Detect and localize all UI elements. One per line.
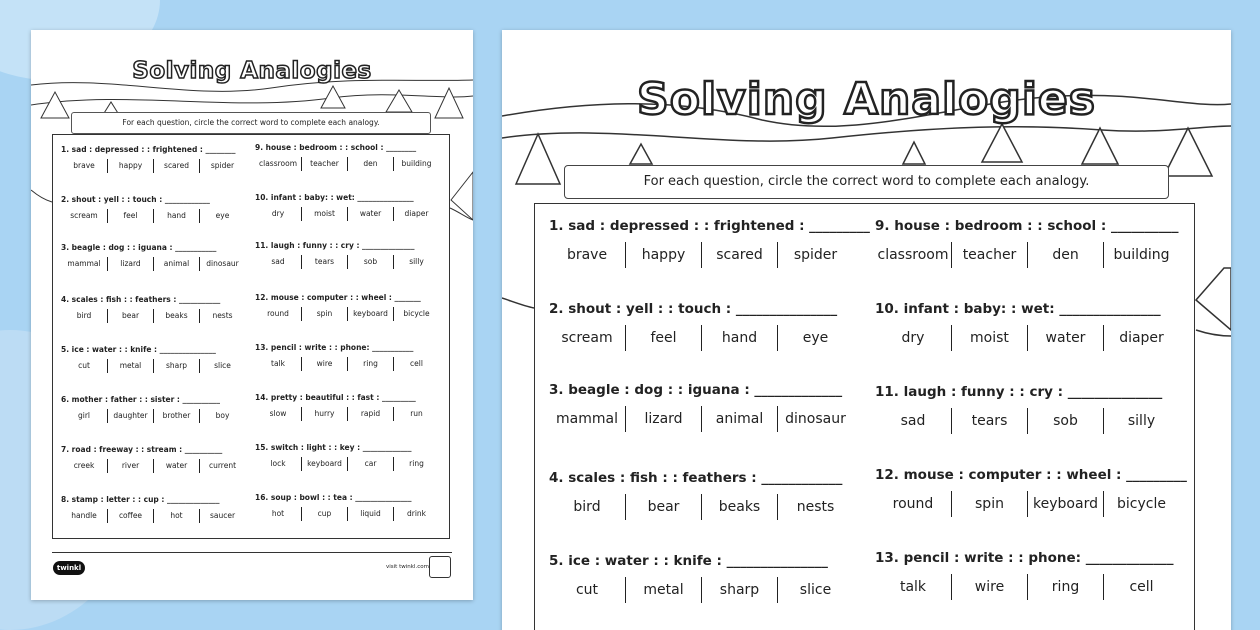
answer-option[interactable]: bear xyxy=(107,309,153,323)
answer-options xyxy=(255,157,439,171)
question-item xyxy=(549,470,854,542)
answer-option[interactable]: den xyxy=(347,157,393,171)
answer-options xyxy=(255,507,439,521)
question-stem: 10. infant : baby: : wet: _______________ xyxy=(875,301,1161,317)
answer-option[interactable]: teacher xyxy=(301,157,347,171)
question-stem: 4. scales : fish : : feathers : ____________ xyxy=(549,470,843,486)
answer-option[interactable]: dinosaur xyxy=(199,257,245,271)
answer-option[interactable]: current xyxy=(199,459,245,473)
question-stem: 8. stamp : letter : : cup : ______________ xyxy=(61,495,220,504)
question-item xyxy=(255,393,439,433)
answer-option[interactable]: mammal xyxy=(556,411,618,427)
question-item xyxy=(255,343,439,383)
answer-option[interactable]: run xyxy=(393,407,439,421)
answer-option[interactable]: nests xyxy=(199,309,245,323)
answer-options xyxy=(61,459,245,473)
answer-option[interactable]: den xyxy=(1027,242,1103,268)
worksheet-page-zoomed xyxy=(502,30,1231,630)
answer-option[interactable]: sharp xyxy=(701,577,777,603)
question-item xyxy=(549,553,854,625)
answer-option[interactable]: sob xyxy=(1027,408,1103,434)
answer-option[interactable]: ring xyxy=(1027,574,1103,600)
answer-options xyxy=(61,257,245,271)
question-stem: 2. shout : yell : : touch : _______________ xyxy=(549,301,838,317)
answer-option[interactable]: water xyxy=(347,207,393,221)
answer-options xyxy=(549,406,854,432)
answer-option[interactable]: mammal xyxy=(67,259,101,268)
answer-option[interactable]: handle xyxy=(71,511,97,520)
answer-option[interactable]: water xyxy=(153,459,199,473)
question-stem: 1. sad : depressed : : frightened : ________ xyxy=(61,145,236,154)
instructions: For each question, circle the correct word to complete each analogy. xyxy=(564,165,1169,199)
answer-options xyxy=(61,159,245,173)
question-item xyxy=(61,495,245,535)
question-item xyxy=(875,301,1180,373)
answer-option[interactable]: liquid xyxy=(347,507,393,521)
answer-options xyxy=(61,359,245,373)
answer-option[interactable]: dinosaur xyxy=(777,406,853,432)
question-stem: 3. beagle : dog : : iguana : ___________ xyxy=(61,243,217,252)
answer-option[interactable]: spider xyxy=(199,159,245,173)
answer-option[interactable]: round xyxy=(892,496,934,512)
answer-option[interactable]: bird xyxy=(573,499,601,515)
answer-option[interactable]: brave xyxy=(73,161,95,170)
answer-option[interactable]: feel xyxy=(107,209,153,223)
answer-option[interactable]: tears xyxy=(301,255,347,269)
answer-option[interactable]: sharp xyxy=(153,359,199,373)
question-item xyxy=(549,218,870,290)
question-stem: 4. scales : fish : : feathers : ___________ xyxy=(61,295,221,304)
answer-options xyxy=(61,309,245,323)
answer-options xyxy=(61,409,245,423)
question-item xyxy=(255,241,439,281)
answer-option[interactable]: saucer xyxy=(199,509,245,523)
answer-option[interactable]: cell xyxy=(393,357,439,371)
question-item xyxy=(549,301,854,373)
twinkl-logo: twinkl xyxy=(53,561,85,575)
answer-option[interactable]: keyboard xyxy=(301,457,347,471)
answer-option[interactable]: scared xyxy=(701,242,777,268)
answer-options xyxy=(255,407,439,421)
answer-option[interactable]: keyboard xyxy=(347,307,393,321)
question-stem: 12. mouse : computer : : wheel : _________ xyxy=(875,467,1187,483)
answer-option[interactable]: bicycle xyxy=(1103,491,1179,517)
answer-option[interactable]: sad xyxy=(271,257,285,266)
answer-options xyxy=(875,491,1180,517)
answer-option[interactable]: ring xyxy=(393,457,439,471)
answer-option[interactable]: feel xyxy=(625,325,701,351)
question-stem: 14. pretty : beautiful : : fast : _________ xyxy=(255,393,416,402)
question-stem: 9. house : bedroom : : school : __________ xyxy=(875,218,1179,234)
question-stem: 16. soup : bowl : : tea : _______________ xyxy=(255,493,412,502)
instructions: For each question, circle the correct word to complete each analogy. xyxy=(71,112,431,134)
question-item xyxy=(61,345,245,385)
answer-option[interactable]: wire xyxy=(301,357,347,371)
answer-options xyxy=(875,325,1180,351)
answer-option[interactable]: hand xyxy=(701,325,777,351)
answer-option[interactable]: cut xyxy=(78,361,90,370)
answer-option[interactable]: car xyxy=(347,457,393,471)
answer-option[interactable]: lizard xyxy=(625,406,701,432)
answer-option[interactable]: happy xyxy=(107,159,153,173)
answer-options xyxy=(549,242,854,268)
answer-option[interactable]: metal xyxy=(625,577,701,603)
footer-url: visit twinkl.com xyxy=(386,564,429,570)
answer-option[interactable]: girl xyxy=(77,411,90,420)
answer-option[interactable]: building xyxy=(393,157,439,171)
answer-option[interactable]: cut xyxy=(575,582,599,598)
answer-option[interactable]: scream xyxy=(561,330,613,346)
answer-option[interactable]: dry xyxy=(271,209,285,218)
question-stem: 11. laugh : funny : : cry : ______________ xyxy=(255,241,415,250)
answer-option[interactable]: lock xyxy=(270,459,286,468)
question-item xyxy=(61,145,245,185)
question-stem: 5. ice : water : : knife : _______________ xyxy=(549,553,828,569)
answer-option[interactable]: beaks xyxy=(153,309,199,323)
answer-options xyxy=(255,207,439,221)
question-item xyxy=(255,443,439,483)
answer-option[interactable]: lizard xyxy=(107,257,153,271)
question-stem: 12. mouse : computer : : wheel : _______ xyxy=(255,293,421,302)
answer-option[interactable]: metal xyxy=(107,359,153,373)
question-stem: 5. ice : water : : knife : _______________ xyxy=(61,345,216,354)
answer-option[interactable]: hot xyxy=(153,509,199,523)
question-item xyxy=(255,143,439,183)
answer-option[interactable]: sob xyxy=(347,255,393,269)
answer-option[interactable]: wire xyxy=(951,574,1027,600)
answer-option[interactable]: spin xyxy=(951,491,1027,517)
answer-option[interactable]: dry xyxy=(901,330,925,346)
answer-option[interactable]: hot xyxy=(271,509,285,518)
answer-option[interactable]: rapid xyxy=(347,407,393,421)
worksheet-title: Solving Analogies xyxy=(637,74,1096,125)
question-stem: 2. shout : yell : : touch : ____________ xyxy=(61,195,210,204)
answer-option[interactable]: talk xyxy=(899,579,927,595)
award-badge-icon xyxy=(429,556,451,578)
questions-box xyxy=(534,203,1195,630)
answer-options xyxy=(255,457,439,471)
footer-divider xyxy=(52,552,452,553)
answer-option[interactable]: moist xyxy=(951,325,1027,351)
answer-option[interactable]: scared xyxy=(153,159,199,173)
question-item xyxy=(255,293,439,333)
answer-option[interactable]: ring xyxy=(347,357,393,371)
question-stem: 1. sad : depressed : : frightened : _________ xyxy=(549,218,870,234)
answer-option[interactable]: water xyxy=(1027,325,1103,351)
question-item xyxy=(875,384,1180,456)
answer-options xyxy=(549,325,854,351)
answer-options xyxy=(255,307,439,321)
answer-options xyxy=(549,494,854,520)
answer-option[interactable]: eye xyxy=(777,325,853,351)
answer-options xyxy=(61,209,245,223)
answer-options xyxy=(61,509,245,523)
answer-option[interactable]: cell xyxy=(1103,574,1179,600)
question-item xyxy=(61,243,245,283)
answer-option[interactable]: animal xyxy=(701,406,777,432)
answer-option[interactable]: brother xyxy=(153,409,199,423)
question-item xyxy=(61,295,245,335)
answer-option[interactable]: spider xyxy=(777,242,853,268)
answer-option[interactable]: river xyxy=(107,459,153,473)
question-item xyxy=(875,550,1180,622)
answer-option[interactable]: sad xyxy=(900,413,926,429)
answer-option[interactable]: animal xyxy=(153,257,199,271)
answer-option[interactable]: classroom xyxy=(258,159,298,168)
question-item xyxy=(549,382,854,454)
question-item xyxy=(61,395,245,435)
answer-option[interactable]: diaper xyxy=(393,207,439,221)
answer-option[interactable]: diaper xyxy=(1103,325,1179,351)
question-item xyxy=(255,493,439,533)
answer-options xyxy=(875,242,1180,268)
answer-option[interactable]: boy xyxy=(199,409,245,423)
answer-option[interactable]: slice xyxy=(777,577,853,603)
question-stem: 11. laugh : funny : : cry : ______________ xyxy=(875,384,1163,400)
answer-option[interactable]: drink xyxy=(393,507,439,521)
question-stem: 3. beagle : dog : : iguana : _____________ xyxy=(549,382,843,398)
answer-option[interactable]: spin xyxy=(301,307,347,321)
questions-box xyxy=(52,134,450,539)
question-item xyxy=(875,218,1180,290)
question-stem: 13. pencil : write : : phone: _____________ xyxy=(875,550,1174,566)
answer-option[interactable]: cup xyxy=(301,507,347,521)
question-item xyxy=(61,195,245,235)
answer-options xyxy=(255,255,439,269)
answer-option[interactable]: coffee xyxy=(107,509,153,523)
question-stem: 10. infant : baby: : wet: _______________ xyxy=(255,193,414,202)
answer-option[interactable]: slice xyxy=(199,359,245,373)
answer-option[interactable]: moist xyxy=(301,207,347,221)
answer-option[interactable]: keyboard xyxy=(1027,491,1103,517)
answer-option[interactable]: hurry xyxy=(301,407,347,421)
worksheet-title: Solving Analogies xyxy=(132,58,372,84)
answer-options xyxy=(875,408,1180,434)
answer-option[interactable]: eye xyxy=(199,209,245,223)
question-stem: 6. mother : father : : sister : __________ xyxy=(61,395,221,404)
answer-option[interactable]: bird xyxy=(76,311,92,320)
answer-option[interactable]: beaks xyxy=(701,494,777,520)
answer-options xyxy=(875,574,1180,600)
question-stem: 7. road : freeway : : stream : __________ xyxy=(61,445,223,454)
answer-option[interactable]: bear xyxy=(625,494,701,520)
question-stem: 9. house : bedroom : : school : ________ xyxy=(255,143,417,152)
answer-option[interactable]: round xyxy=(267,309,289,318)
answer-option[interactable]: building xyxy=(1103,242,1179,268)
answer-option[interactable]: silly xyxy=(1103,408,1179,434)
answer-option[interactable]: nests xyxy=(777,494,853,520)
answer-options xyxy=(549,577,854,603)
question-stem: 13. pencil : write : : phone: ___________ xyxy=(255,343,414,352)
answer-option[interactable]: daughter xyxy=(107,409,153,423)
answer-option[interactable]: talk xyxy=(271,359,285,368)
answer-option[interactable]: hand xyxy=(153,209,199,223)
question-stem: 15. switch : light : : key : _____________ xyxy=(255,443,412,452)
question-item xyxy=(61,445,245,485)
question-item xyxy=(255,193,439,233)
answer-option[interactable]: silly xyxy=(393,255,439,269)
answer-option[interactable]: brave xyxy=(566,247,608,263)
answer-option[interactable]: classroom xyxy=(877,247,949,263)
answer-options xyxy=(255,357,439,371)
answer-option[interactable]: slow xyxy=(269,409,287,418)
answer-option[interactable]: tears xyxy=(951,408,1027,434)
answer-option[interactable]: bicycle xyxy=(393,307,439,321)
answer-option[interactable]: teacher xyxy=(951,242,1027,268)
worksheet-page-thumbnail xyxy=(31,30,473,600)
answer-option[interactable]: creek xyxy=(73,461,95,470)
answer-option[interactable]: happy xyxy=(625,242,701,268)
question-item xyxy=(875,467,1187,539)
answer-option[interactable]: scream xyxy=(70,211,98,220)
